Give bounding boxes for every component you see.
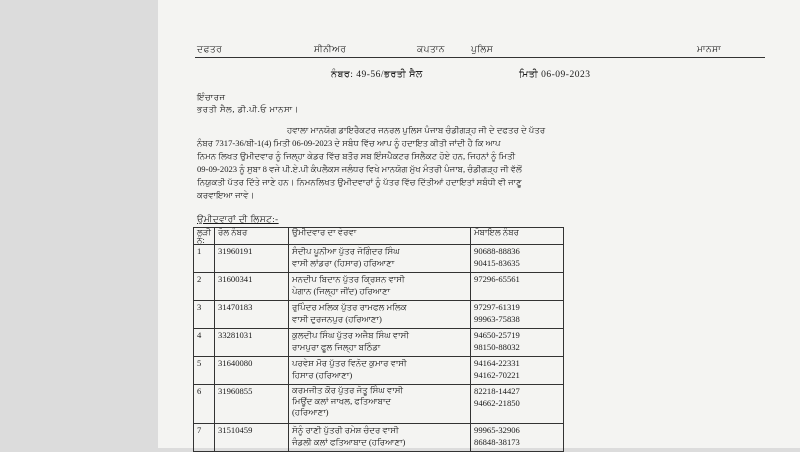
cell-details — [289, 301, 471, 329]
cell-roll: 31960191 — [215, 245, 289, 273]
mobile-number: 94162-70221 — [474, 370, 520, 380]
details-line: ਸੰਦੀਪ ਪੂਨੀਆ ਪੁੱਤਰ ਜੋਗਿੰਦਰ ਸਿੰਘ — [292, 246, 400, 256]
table-row — [194, 301, 564, 329]
cell-serial: 3 — [194, 301, 215, 329]
cell-details — [289, 424, 471, 452]
cell-serial: 7 — [194, 424, 215, 452]
body-line-2: ਨੰਬਰ 7317-36/ਬੀ-1(4) ਮਿਤੀ 06-09-2023 ਦੇ ਸਬੰਧ ਵਿੱਚ ਆਪ ਨੂੰ ਹਦਾਇਤ ਕੀਤੀ ਜਾਂਦੀ ਹੈ ਕਿ ਆਪ — [197, 138, 501, 148]
header-police: ਪੁਲਿਸ — [471, 44, 494, 54]
cell-mobile — [471, 329, 564, 357]
cell-serial: 1 — [194, 245, 215, 273]
col-header-roll: ਰੋਲ ਨੰਬਰ — [215, 228, 289, 245]
cell-details — [289, 273, 471, 301]
cell-mobile — [471, 245, 564, 273]
col-header-mobile: ਮੋਬਾਇਲ ਨੰਬਰ — [471, 228, 564, 245]
body-line-6: ਕਰਵਾਇਆ ਜਾਵੇ। — [197, 190, 255, 200]
candidates-table — [193, 227, 564, 452]
body-line-4: 09-09-2023 ਨੂੰ ਸੁਬਾ 8 ਵਜੇ ਪੀ.ਏ.ਪੀ ਕੰਪਲੈਕਸ ਜਲੰਧਰ ਵਿਖੇ ਮਾਨਯੋਗ ਮੁੱਖ ਮੰਤਰੀ ਪੰਜਾਬ, ਚੰਡੀਗੜ੍ਹ ਜੀ ਵੱਲੋਂ — [197, 164, 522, 174]
cell-mobile — [471, 273, 564, 301]
cell-details — [289, 385, 471, 424]
details-line: ਸੋਨੂੰ ਰਾਣੀ ਪੁੱਤਰੀ ਰਮੇਸ਼ ਚੰਦਰ ਵਾਸੀ — [292, 425, 399, 435]
cell-roll: 31600341 — [215, 273, 289, 301]
mobile-number: 82218-14427 — [474, 386, 520, 396]
details-line: ਪੇਗਾਨ (ਜਿਲ੍ਹਾ ਜੀਂਦ) ਹਰਿਆਣਾ — [292, 286, 391, 296]
cell-serial: 5 — [194, 357, 215, 385]
addressee-title: ਇੰਚਾਰਜ — [197, 92, 226, 102]
header-rule — [195, 57, 765, 58]
mobile-number: 99965-32906 — [474, 425, 520, 435]
mobile-number: 94662-21850 — [474, 398, 520, 408]
table-header-row — [194, 228, 564, 245]
cell-details — [289, 357, 471, 385]
details-line: ਹਿਸਾਰ (ਹਰਿਆਣਾ) — [292, 370, 353, 380]
header-place: ਮਾਨਸਾ — [697, 44, 722, 54]
body-line-1: ਹਵਾਲਾ ਮਾਨਯੋਗ ਡਾਇਰੈਕਟਰ ਜਨਰਲ ਪੁਲਿਸ ਪੰਜਾਬ ਚੰਡੀਗੜ੍ਹ ਜੀ ਦੇ ਦਫਤਰ ਦੇ ਪੱਤਰ — [287, 125, 546, 135]
body-line-5: ਨਿਯੁਕਤੀ ਪੱਤਰ ਦਿੱਤੇ ਜਾਣੇ ਹਨ। ਨਿਮਨਲਿਖਤ ਉਮੀਦਵਾਰਾਂ ਨੂੰ ਪੱਤਰ ਵਿੱਚ ਦਿੱਤੀਆਂ ਹਦਾਇਤਾਂ ਸਬੰਧੀ ਵੀ ਜਾਣੂ — [197, 177, 522, 187]
mobile-number: 90688-88836 — [474, 246, 520, 256]
cell-serial: 6 — [194, 385, 215, 424]
cell-roll: 31960855 — [215, 385, 289, 424]
details-line: ਜੰਡਲੀ ਕਲਾਂ ਫਤਿਆਬਾਦ (ਹਰਿਆਣਾ) — [292, 437, 406, 447]
table-row — [194, 385, 564, 424]
mobile-number: 86848-38173 — [474, 437, 520, 447]
list-title: ਉਮੀਦਵਾਰਾਂ ਦੀ ਲਿਸਟ:- — [197, 214, 279, 224]
details-line: ਮਨਦੀਪ ਬਿਦਾਨ ਪੁੱਤਰ ਕ੍ਰਿਸ਼ਨ ਵਾਸੀ — [292, 274, 405, 284]
mobile-number: 94164-22331 — [474, 358, 520, 368]
col-header-serial: ਲੜੀ ਨੰ: — [194, 228, 215, 245]
table-row — [194, 424, 564, 452]
mobile-number: 94650-25719 — [474, 330, 520, 340]
cell-mobile — [471, 424, 564, 452]
header-office: ਦਫਤਰ — [197, 44, 223, 54]
cell-serial: 2 — [194, 273, 215, 301]
cell-details — [289, 329, 471, 357]
mobile-number: 99963-75838 — [474, 314, 520, 324]
cell-roll: 33281031 — [215, 329, 289, 357]
cell-roll: 31640080 — [215, 357, 289, 385]
header-captain: ਕਪਤਾਨ — [417, 44, 445, 54]
details-line: ਵਾਸੀ ਦੁਰਜਨਪੁਰ (ਹਰਿਆਣਾ) — [292, 314, 382, 324]
col-header-details: ਉਮੀਦਵਾਰ ਦਾ ਵੇਰਵਾ — [289, 228, 471, 245]
letter-date: ਮਿਤੀ 06-09-2023 — [519, 70, 591, 80]
cell-details — [289, 245, 471, 273]
letter-number: ਨੰਬਰ: 49-56/ਭਰਤੀ ਸੈਲ — [331, 70, 423, 80]
header-senior: ਸੀਨੀਅਰ — [314, 44, 347, 54]
cell-mobile — [471, 301, 564, 329]
cell-roll: 31510459 — [215, 424, 289, 452]
cell-serial: 4 — [194, 329, 215, 357]
mobile-number: 97297-61319 — [474, 302, 520, 312]
details-line: ਰਾਮਪੁਰਾ ਫੂਲ ਜਿਲ੍ਹਾ ਬਠਿੰਡਾ — [292, 342, 381, 352]
mobile-number: 98150-88032 — [474, 342, 520, 352]
cell-mobile — [471, 357, 564, 385]
mobile-number: 90415-83635 — [474, 258, 520, 268]
table-row — [194, 329, 564, 357]
details-line: ਮਿਊਂਦ ਕਲਾਂ ਜਾਖਲ, ਫਤਿਆਬਾਦ — [292, 396, 392, 406]
details-line: ਕਰਮਜੀਤ ਕੌਰ ਪੁੱਤਰ ਜੋਤੂ ਸਿੰਘ ਵਾਸੀ — [292, 385, 404, 395]
table-row — [194, 357, 564, 385]
mobile-number: 97296-65561 — [474, 274, 520, 284]
cell-roll: 31470183 — [215, 301, 289, 329]
cell-mobile — [471, 385, 564, 424]
details-line: ਪਰਵੇਸ਼ ਮੌਰ ਪੁੱਤਰ ਵਿਨੋਦ ਕੁਮਾਰ ਵਾਸੀ — [292, 358, 407, 368]
body-line-3: ਨਿਮਨ ਲਿਖਤ ਉਮੀਦਵਾਰ ਨੂੰ ਜਿਲ੍ਹਾ ਕੇਡਰ ਵਿੱਚ ਬਤੌਰ ਸਬ ਇੰਸਪੈਕਟਰ ਸਿਲੈਕਟ ਹੋਏ ਹਨ, ਜਿਹਨਾਂ ਨੂੰ ਮਿਤੀ — [197, 151, 516, 161]
table-row — [194, 245, 564, 273]
details-line: (ਹਰਿਆਣਾ) — [292, 407, 329, 417]
details-line: ਕੁਲਦੀਪ ਸਿੰਘ ਪੁੱਤਰ ਅਜੈਬ ਸਿੰਘ ਵਾਸੀ — [292, 330, 409, 340]
details-line: ਵਾਸੀ ਲਾਂਡਰਾ (ਹਿਸਾਰ) ਹਰਿਆਣਾ — [292, 258, 395, 268]
details-line: ਰੁਪਿੰਦਰ ਮਲਿਕ ਪੁੱਤਰ ਰਾਮਫਲ ਮਲਿਕ — [292, 302, 407, 312]
addressee-office: ਭਰਤੀ ਸੈਲ, ਡੀ.ਪੀ.ਓ ਮਾਨਸਾ। — [197, 104, 300, 114]
table-row — [194, 273, 564, 301]
